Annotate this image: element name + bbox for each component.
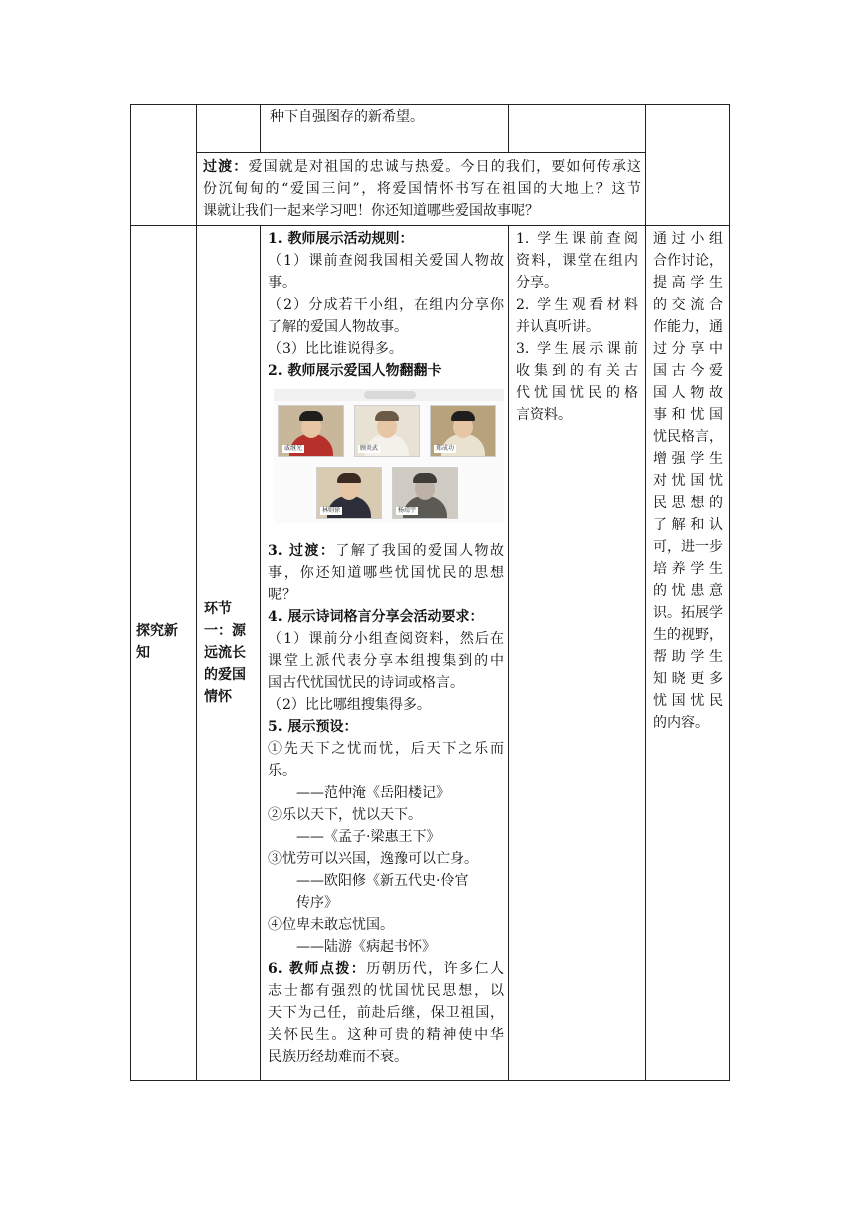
section-title-line-5: 情怀 (204, 689, 232, 705)
quote-3-source-a: ——欧阳修《新五代史·伶官 (296, 873, 469, 889)
req-2: （2）比比哪组搜集得多。 (268, 697, 431, 713)
quote-4: ④位卑未敢忘忧国。 (268, 917, 394, 933)
intent-line-7: 国古今爱 (653, 363, 723, 379)
stage-label (136, 620, 194, 664)
patriot-portrait-card-image (274, 389, 504, 523)
intent-line-9: 事和忧国 (653, 407, 723, 423)
table-border-left (130, 104, 131, 1081)
top-row-cell (270, 106, 502, 128)
portrait-zheng-chenggong (430, 405, 496, 457)
student-line-5: 并认真听讲。 (516, 319, 600, 335)
transition-text-1: 爱国就是对祖国的忠诚与热爱。今日的我们，要如何传承这 (248, 159, 642, 175)
intent-line-12: 对忧国忧 (653, 473, 723, 489)
stage-label-line-2: 知 (136, 645, 150, 661)
teacher-activity-bottom (268, 540, 504, 1068)
teacher-heading-6: 6. 教师点拨： (268, 961, 367, 977)
transition-cell (203, 156, 641, 222)
intent-line-15: 可，进一步 (653, 539, 723, 555)
student-activity (516, 228, 638, 426)
col-divider-3b (508, 225, 509, 1081)
transition-line-3: 课就让我们一起来学习吧！你还知道哪些爱国故事呢？ (203, 203, 539, 219)
portrait-hat (451, 411, 475, 421)
intent-line-5: 作能力，通 (653, 319, 723, 335)
rule-2b: 了解的爱国人物故事。 (268, 319, 408, 335)
guidance-line-2: 志士都有强烈的忧国忧民思想，以 (268, 983, 504, 999)
portrait-hat (413, 473, 437, 483)
col-divider-2b (260, 225, 261, 1081)
req-1b: 课堂上派代表分享本组搜集到的中 (268, 653, 504, 669)
intent-line-1: 通过小组 (653, 231, 723, 247)
guidance-text-1: 历朝历代，许多仁人 (366, 961, 504, 977)
guidance-line-1 (268, 958, 504, 980)
teacher-heading-1: 1. 教师展示活动规则： (268, 231, 414, 247)
student-line-6: 3. 学生展示课前 (516, 341, 638, 357)
rule-1a: （1）课前查阅我国相关爱国人物故 (268, 253, 504, 269)
portrait-name-tag: 郑成功 (436, 445, 455, 452)
student-line-4: 2. 学生观看材料 (516, 297, 638, 313)
section-title-line-3: 远流长 (204, 645, 246, 661)
teacher-heading-2: 2. 教师展示爱国人物翻翻卡 (268, 363, 442, 379)
transition-line-1 (203, 156, 641, 178)
rule-3: （3）比比谁说得多。 (268, 341, 403, 357)
teacher-heading-5: 5. 展示预设： (268, 719, 358, 735)
portrait-name-tag: 顾炎武 (360, 445, 379, 452)
quote-2-source: ——《孟子·梁惠王下》 (296, 829, 441, 845)
table-border-top (130, 104, 730, 105)
student-line-3: 分享。 (516, 275, 558, 291)
req-1a: （1）课前分小组查阅资料，然后在 (268, 631, 504, 647)
portrait-hat (337, 473, 361, 483)
stage-label-line-1: 探究新 (136, 623, 178, 639)
intent-line-16: 培养学生 (653, 561, 723, 577)
student-line-8: 代忧国忧民的格 (516, 385, 638, 401)
design-intent (653, 228, 723, 734)
intent-line-8: 国人物故 (653, 385, 723, 401)
quote-4-source: ——陆游《病起书怀》 (296, 939, 436, 955)
col-divider-3a (508, 104, 509, 153)
section-title-line-2: 一：源 (204, 623, 246, 639)
section-title-line-4: 的爱国 (204, 667, 246, 683)
row-divider-2a (130, 225, 730, 226)
intent-line-20: 帮助学生 (653, 649, 723, 665)
portrait-hat (375, 411, 399, 421)
intent-line-6: 过分享中 (653, 341, 723, 357)
col-divider-2a (260, 104, 261, 153)
quote-3-source-b: 传序》 (296, 895, 338, 911)
intent-line-2: 合作讨论， (653, 253, 723, 269)
guidance-line-4: 关怀民生。这种可贵的精神使中华 (268, 1027, 504, 1043)
row-divider-1 (196, 152, 646, 153)
transition-label: 过渡： (203, 159, 249, 175)
portrait-lin-zexu (316, 467, 382, 519)
section-title (204, 598, 258, 708)
col-divider-4 (645, 104, 646, 1081)
rule-1b: 事。 (268, 275, 296, 291)
intent-line-10: 忧民格言， (653, 429, 723, 445)
teacher-heading-4: 4. 展示诗词格言分享会活动要求： (268, 609, 484, 625)
quote-3: ③忧劳可以兴国，逸豫可以亡身。 (268, 851, 478, 867)
portrait-name-tag: 杨靖宇 (398, 507, 417, 514)
student-line-7: 收集到的有关古 (516, 363, 638, 379)
card-header-bar (274, 389, 504, 401)
intent-line-11: 增强学生 (653, 451, 723, 467)
portrait-gu-yanwu (354, 405, 420, 457)
transition-line-2: 份沉甸甸的“爱国三问”，将爱国情怀书写在祖国的大地上？这节 (203, 181, 641, 197)
portrait-hat (299, 411, 323, 421)
rule-2a: （2）分成若干小组，在组内分享你 (268, 297, 504, 313)
intent-line-17: 的忧患意 (653, 583, 723, 599)
student-line-2: 资料，课堂在组内 (516, 253, 638, 269)
transition-3-line-2: 事，你还知道哪些忧国忧民的思想 (268, 565, 504, 581)
intent-line-4: 的交流合 (653, 297, 723, 313)
intent-line-14: 了解和认 (653, 517, 723, 533)
portrait-name-tag: 戚继光 (284, 445, 303, 452)
table-border-right (729, 104, 730, 1081)
intent-line-21: 知晓更多 (653, 671, 723, 687)
table-border-bottom (130, 1080, 730, 1081)
transition-3-line-1 (268, 540, 504, 562)
req-1c: 国古代忧国忧民的诗词或格言。 (268, 675, 464, 691)
portrait-yang-jingyu (392, 467, 458, 519)
guidance-line-5: 民族历经劫难而不衰。 (268, 1049, 408, 1065)
teacher-activity-top (268, 228, 504, 382)
student-line-9: 言资料。 (516, 407, 572, 423)
quote-2: ②乐以天下，忧以天下。 (268, 807, 422, 823)
intent-line-13: 民思想的 (653, 495, 723, 511)
intent-line-23: 的内容。 (653, 715, 709, 731)
section-title-line-1: 环节 (204, 601, 232, 617)
intent-line-19: 生的视野， (653, 627, 723, 643)
portrait-name-tag: 林则徐 (322, 507, 341, 514)
quote-1b: 乐。 (268, 763, 296, 779)
portrait-qi-jiguang (278, 405, 344, 457)
student-line-1: 1. 学生课前查阅 (516, 231, 638, 247)
transition-3-line-3: 呢？ (268, 587, 296, 603)
top-row-text: 种下自强图存的新希望。 (270, 109, 424, 125)
intent-line-22: 忧国忧民 (653, 693, 723, 709)
card-header-pill (364, 391, 416, 399)
intent-line-3: 提高学生 (653, 275, 723, 291)
guidance-line-3: 天下为己任，前赴后继，保卫祖国， (268, 1005, 504, 1021)
quote-1a: ①先天下之忧而忧，后天下之乐而 (268, 741, 504, 757)
teacher-heading-3: 3. 过渡： (268, 543, 336, 559)
transition-3-text: 了解了我国的爱国人物故 (335, 543, 505, 559)
quote-1-source: ——范仲淹《岳阳楼记》 (296, 785, 450, 801)
intent-line-18: 识。拓展学 (653, 605, 723, 621)
col-divider-1 (196, 104, 197, 1081)
